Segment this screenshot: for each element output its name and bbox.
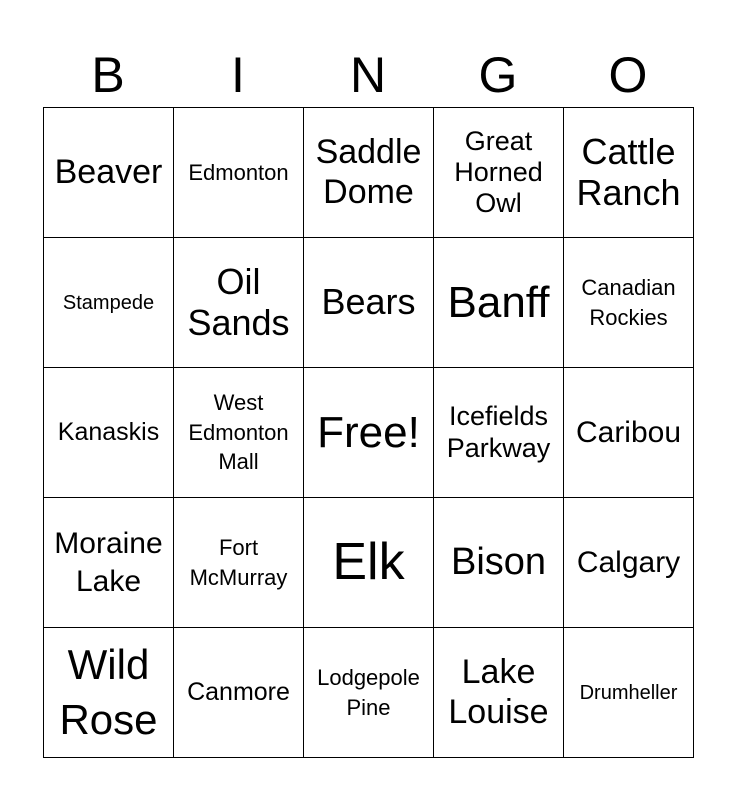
- bingo-cell[interactable]: Stampede: [44, 238, 174, 368]
- bingo-cell[interactable]: Elk: [304, 498, 434, 628]
- bingo-cell[interactable]: Lodgepole Pine: [304, 628, 434, 758]
- bingo-board: [43, 107, 694, 758]
- bingo-cell[interactable]: Cattle Ranch: [564, 108, 694, 238]
- bingo-cell[interactable]: Banff: [434, 238, 564, 368]
- bingo-cell[interactable]: Great Horned Owl: [434, 108, 564, 238]
- bingo-cell[interactable]: Edmonton: [174, 108, 304, 238]
- header-letter-o: O: [608, 47, 648, 103]
- bingo-cell[interactable]: Saddle Dome: [304, 108, 434, 238]
- bingo-cell[interactable]: Bison: [434, 498, 564, 628]
- bingo-cell[interactable]: Icefields Parkway: [434, 368, 564, 498]
- bingo-cell[interactable]: Drumheller: [564, 628, 694, 758]
- bingo-cell[interactable]: Calgary: [564, 498, 694, 628]
- free-space-cell[interactable]: Free!: [304, 368, 434, 498]
- bingo-cell[interactable]: Canmore: [174, 628, 304, 758]
- bingo-cell[interactable]: Canadian Rockies: [564, 238, 694, 368]
- bingo-cell[interactable]: West Edmonton Mall: [174, 368, 304, 498]
- bingo-cell[interactable]: Beaver: [44, 108, 174, 238]
- header-letter-g: G: [478, 47, 518, 103]
- bingo-cell[interactable]: Caribou: [564, 368, 694, 498]
- bingo-cell[interactable]: Moraine Lake: [44, 498, 174, 628]
- header-letter-i: I: [231, 47, 245, 103]
- bingo-header: [43, 44, 693, 106]
- bingo-cell[interactable]: Oil Sands: [174, 238, 304, 368]
- bingo-cell[interactable]: Kanaskis: [44, 368, 174, 498]
- bingo-cell[interactable]: Lake Louise: [434, 628, 564, 758]
- bingo-cell[interactable]: Bears: [304, 238, 434, 368]
- bingo-cell[interactable]: Fort McMurray: [174, 498, 304, 628]
- header-letter-n: N: [349, 47, 387, 103]
- header-letter-b: B: [91, 47, 125, 103]
- bingo-cell[interactable]: Wild Rose: [44, 628, 174, 758]
